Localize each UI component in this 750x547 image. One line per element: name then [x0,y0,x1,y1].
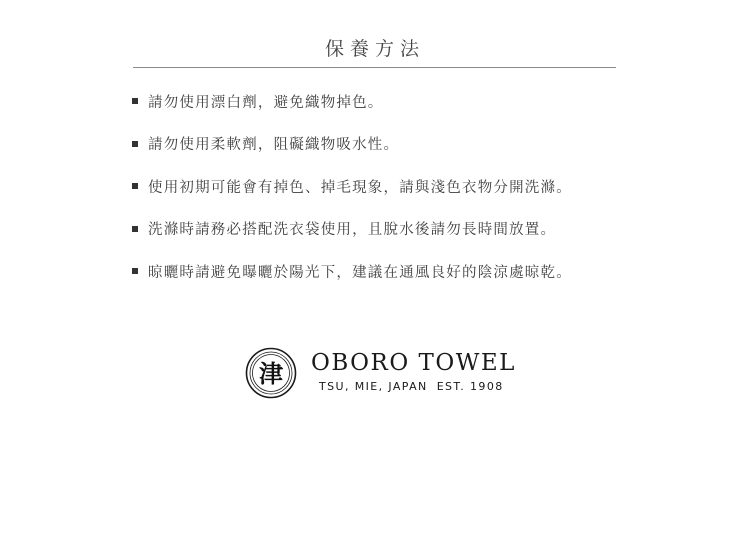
square-bullet-icon [132,98,138,104]
brand-logo [245,345,515,401]
list-item [132,80,572,123]
brand-name: OBORO TOWEL [311,350,516,376]
square-bullet-icon [132,268,138,274]
seal-icon [245,345,297,401]
page-title: 保養方法 [324,38,425,60]
brand-established: EST. 1908 [436,380,504,393]
brand-location: TSU, MIE, JAPAN [319,380,428,393]
list-item [132,165,572,208]
list-item-text: 請勿使用漂白劑，避免織物掉色。 [148,94,384,111]
square-bullet-icon [132,226,138,232]
list-item-text: 洗滌時請務必搭配洗衣袋使用，且脫水後請勿長時間放置。 [148,222,557,239]
list-item [132,208,572,251]
list-item-text: 使用初期可能會有掉色、掉毛現象，請與淺色衣物分開洗滌。 [148,179,572,196]
title-divider [133,67,616,68]
brand-tagline [319,380,504,393]
list-item [132,250,572,293]
care-instructions-list [132,80,572,293]
list-item-text: 晾曬時請避免曝曬於陽光下，建議在通風良好的陰涼處晾乾。 [148,264,572,281]
list-item-text: 請勿使用柔軟劑，阻礙織物吸水性。 [148,137,400,154]
square-bullet-icon [132,183,138,189]
square-bullet-icon [132,141,138,147]
list-item [132,123,572,166]
seal-character: 津 [259,360,283,388]
